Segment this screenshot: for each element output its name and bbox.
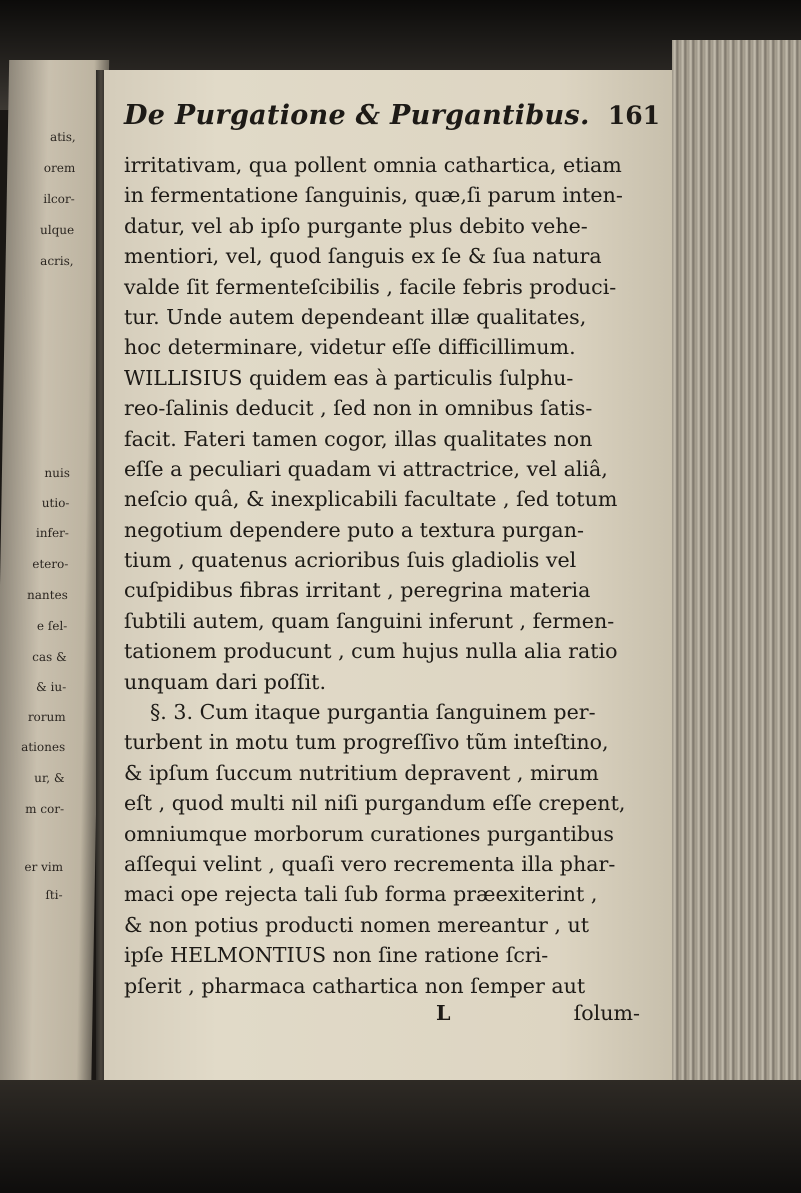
text-line: aſſequi velint , quaſi vero recrementa illa phar-: [124, 851, 616, 876]
facing-page-fragment: nuis: [44, 466, 71, 480]
text-line: hoc determinare, videtur eſſe difficillimum.: [124, 335, 576, 360]
text-line: & ipſum ſuccum nutritium depravent , mirum: [124, 760, 599, 785]
text-line: datur, vel ab ipſo purgante plus debito vehe-: [124, 213, 588, 238]
page-edges: [672, 40, 801, 1140]
page-number: 161: [607, 101, 660, 130]
facing-page-fragment: ilcor-: [43, 192, 75, 206]
facing-page-fragment: orem: [43, 161, 76, 175]
text-line: unquam dari poſſit.: [124, 669, 326, 694]
text-line: ſubtili autem, quam ſanguini inferunt , fermen-: [124, 608, 615, 633]
facing-page-fragment: & iu-: [35, 680, 67, 694]
facing-page-fragment: rorum: [27, 710, 66, 724]
text-line: neſcio quâ, & inexplicabili facultate , ſed totum: [124, 487, 618, 512]
text-line: cuſpidibus fibras irritant , peregrina materia: [124, 578, 591, 603]
facing-page-fragment: utio-: [41, 496, 70, 510]
text-line: facit. Fateri tamen cogor, illas qualitates non: [124, 426, 593, 451]
text-line: maci ope rejecta tali ſub forma præexiterint ,: [124, 882, 598, 907]
text-line: omniumque morborum curationes purgantibus: [124, 821, 614, 846]
facing-page-fragment: atis,: [49, 130, 76, 144]
facing-page: [0, 60, 109, 1110]
text-line: tationem producunt , cum hujus nulla alia ratio: [124, 639, 618, 664]
text-line: reo-ſalinis deducit , ſed non in omnibus ſatis-: [124, 396, 593, 421]
text-line: turbent in motu tum progreſſivo tũm inteſtino,: [124, 730, 609, 755]
facing-page-fragment: ationes: [21, 740, 66, 754]
text-line: irritativam, qua pollent omnia cathartica, etiam: [124, 153, 622, 177]
facing-page-fragment: infer-: [35, 526, 70, 540]
bottom-shadow: [0, 1080, 801, 1193]
text-line: tium , quatenus acrioribus ſuis gladiolis vel: [124, 548, 577, 573]
facing-page-fragment: e ſel-: [36, 619, 68, 633]
text-line: valde ſit fermenteſcibilis , facile febris produci-: [124, 274, 617, 299]
text-line: ipſe HELMONTIUS non ſine ratione ſcri-: [124, 943, 549, 968]
catchword: ſolum-: [573, 1001, 640, 1025]
text-line: §. 3. Cum itaque purgantia ſanguinem per-: [150, 700, 596, 725]
facing-page-fragment: etero-: [32, 557, 69, 571]
facing-page-fragment: er vim: [24, 860, 64, 874]
running-title: De Purgatione & Purgantibus.: [124, 100, 590, 131]
text-line: negotium dependere puto a textura purgan-: [124, 517, 584, 542]
facing-page-fragment: ur, &: [34, 771, 65, 785]
page-footer: [124, 1001, 644, 1033]
text-line: eſſe a peculiari quadam vi attractrice, vel aliâ,: [124, 456, 608, 481]
text-line: eſt , quod multi nil niſi purgandum eſſe crepent,: [124, 791, 626, 816]
text-line: & non potius producti nomen mereantur , ut: [124, 912, 590, 937]
facing-page-fragment: ulque: [39, 223, 75, 237]
text-line: mentiori, vel, quod ſanguis ex ſe & ſua natura: [124, 244, 602, 269]
text-line: pſerit , pharmaca cathartica non ſemper aut: [124, 973, 586, 998]
body-text: [124, 150, 668, 1001]
text-line: WILLISIUS quidem eas à particulis ſulphu-: [124, 365, 574, 390]
facing-page-fragment: cas &: [32, 650, 67, 664]
facing-page-fragment: acris,: [40, 254, 74, 268]
signature-mark: L: [436, 1001, 451, 1025]
facing-page-fragment: ſti-: [45, 888, 63, 902]
text-line: tur. Unde autem dependeant illæ qualitates,: [124, 304, 587, 329]
running-header: [124, 100, 660, 140]
facing-page-fragment: nantes: [27, 588, 68, 602]
facing-page-fragment: m cor-: [25, 802, 65, 816]
text-line: in fermentatione ſanguinis, quæ,ſi parum inten-: [124, 183, 623, 208]
